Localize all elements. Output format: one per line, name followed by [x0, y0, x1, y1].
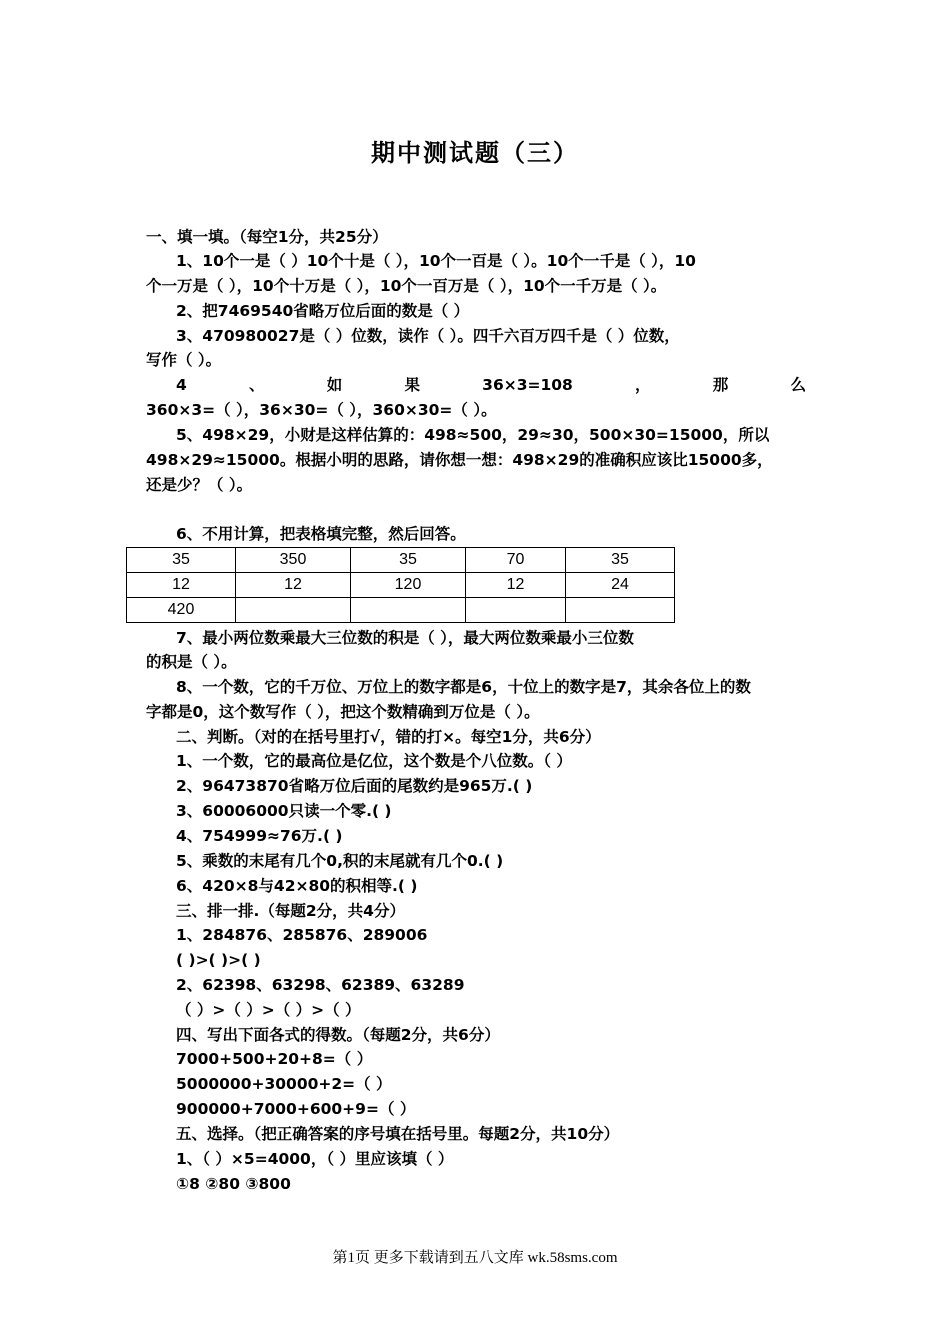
judge-1: 1、一个数，它的最高位是亿位，这个数是个八位数。（ ）: [176, 752, 572, 770]
judge-6: 6、420×8与42×80的积相等.( ): [176, 877, 418, 895]
judge-4: 4、754999≈76万.( ): [176, 827, 343, 845]
question-1-line-2: 个一万是（ ），10个十万是（ ），10个一百万是（ ），10个一千万是（ ）。: [146, 277, 667, 295]
section-1-heading: 一、填一填。（每空1分，共25分）: [146, 228, 388, 246]
question-5-line-1: 5、498×29，小财是这样估算的：498≈500，29≈30，500×30=15000，所以: [176, 426, 770, 444]
order-1-numbers: 1、284876、285876、289006: [176, 926, 428, 944]
table-row: [127, 548, 675, 573]
q4-part: 、: [249, 376, 265, 394]
calc-1: 7000+500+20+8=（ ）: [176, 1050, 373, 1068]
section-4-heading: 四、写出下面各式的得数。（每题2分，共6分）: [176, 1026, 500, 1044]
q4-part: 36×3=108: [482, 376, 573, 394]
choice-1-options: ①8 ②80 ③800: [176, 1175, 291, 1193]
table-row: [127, 573, 675, 598]
section-3-heading: 三、排一排.（每题2分，共4分）: [176, 902, 405, 920]
q4-part: 果: [404, 376, 420, 394]
page-footer: 第1页 更多下载请到五八文库 wk.58sms.com: [332, 1250, 618, 1266]
question-4-line-2: 360×3=（ ），36×30=（ ），360×30=（ ）。: [146, 401, 497, 419]
q4-part: 么: [790, 376, 806, 394]
choice-1: 1、（ ）×5=4000，（ ）里应该填（ ）: [176, 1150, 454, 1168]
question-8-line-2: 字都是0，这个数写作（ ），把这个数精确到万位是（ ）。: [146, 703, 540, 721]
question-3-line-1: 3、470980027是（ ）位数，读作（ ）。四千六百万四千是（ ）位数，: [176, 327, 680, 345]
question-6: 6、不用计算，把表格填完整，然后回答。: [176, 525, 466, 543]
calc-2: 5000000+30000+2=（ ）: [176, 1075, 392, 1093]
judge-5: 5、乘数的末尾有几个0,积的末尾就有几个0.( ): [176, 852, 504, 870]
table-cell: 70: [466, 548, 566, 573]
fill-table: [126, 547, 675, 623]
table-cell: [351, 598, 466, 623]
q4-part: ，: [635, 376, 651, 394]
judge-3: 3、60006000只读一个零.( ): [176, 802, 392, 820]
section-5-heading: 五、选择。（把正确答案的序号填在括号里。每题2分，共10分）: [176, 1125, 620, 1143]
table-cell: 120: [351, 573, 466, 598]
question-5-line-2: 498×29≈15000。根据小明的思路，请你想一想：498×29的准确积应该比15000多，: [146, 451, 773, 469]
order-2-numbers: 2、62398、63298、62389、63289: [176, 976, 465, 994]
table-cell: 350: [236, 548, 351, 573]
q4-part: 如: [326, 376, 343, 394]
question-1-line-1: 1、10个一是（ ）10个十是（ ），10个一百是（ ）。10个一千是（ ），10: [176, 252, 696, 270]
table-cell: 35: [566, 548, 675, 573]
q4-part: 那: [712, 376, 729, 394]
table-cell: 12: [466, 573, 566, 598]
order-1-answer: ( )>( )>( ): [176, 951, 261, 969]
section-2-heading: 二、判断。（对的在括号里打√，错的打×。每空1分，共6分）: [176, 728, 601, 746]
table-cell: [566, 598, 675, 623]
table-cell: 35: [351, 548, 466, 573]
table-cell: 12: [127, 573, 236, 598]
table-cell: [236, 598, 351, 623]
table-cell: 12: [236, 573, 351, 598]
question-3-line-2: 写作（ ）。: [146, 351, 222, 369]
table-cell: [466, 598, 566, 623]
page-title: 期中测试题（三）: [371, 139, 579, 167]
table-cell: 420: [127, 598, 236, 623]
order-2-answer: （ ）>（ ）>（ ）>（ ）: [176, 1001, 361, 1019]
table-cell: 35: [127, 548, 236, 573]
q4-part: 4: [176, 376, 187, 394]
table-cell: 24: [566, 573, 675, 598]
question-7-line-2: 的积是（ ）。: [146, 653, 237, 671]
question-4-line-1: [176, 375, 806, 395]
judge-2: 2、96473870省略万位后面的尾数约是965万.( ): [176, 777, 533, 795]
table-row: [127, 598, 675, 623]
question-5-line-3: 还是少？（ ）。: [146, 476, 253, 494]
calc-3: 900000+7000+600+9=（ ）: [176, 1100, 416, 1118]
question-8-line-1: 8、一个数，它的千万位、万位上的数字都是6，十位上的数字是7，其余各位上的数: [176, 678, 751, 696]
question-2: 2、把7469540省略万位后面的数是（ ）: [176, 302, 470, 320]
question-7-line-1: 7、最小两位数乘最大三位数的积是（ ），最大两位数乘最小三位数: [176, 629, 634, 647]
